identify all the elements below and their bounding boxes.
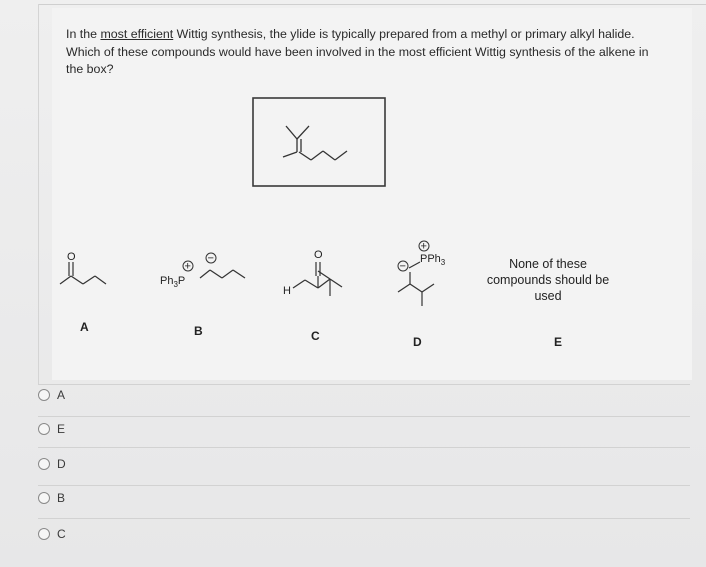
compound-b-ph3p: $Ph_3P$ [160,275,186,289]
option-label: B [57,491,66,505]
divider [38,384,690,385]
option-e[interactable] [38,420,65,438]
compound-c-structure [293,262,342,296]
svg-text:−: − [399,260,406,273]
option-label: C [57,527,66,541]
question-text: In the most efficient Wittig synthesis, the ylide is typically prepared from a methyl or primary alkyl halide. Which of these compounds would have been involved in the most efficient Wittig synthesis of the alkene in the box? [66,27,649,76]
compound-c-oxygen: O [314,249,323,261]
compound-a-oxygen: O [67,251,76,263]
option-d[interactable] [38,455,66,473]
radio-e[interactable] [38,423,50,435]
divider [38,518,690,519]
option-label: E [57,422,66,436]
option-label: D [57,457,66,471]
target-alkene-structure [283,126,347,160]
radio-d[interactable] [38,458,50,470]
divider [38,447,690,448]
label-d: D [413,335,422,349]
label-b: B [194,324,203,338]
compound-c-h: H [283,285,291,297]
radio-c[interactable] [38,528,50,540]
divider [38,485,690,486]
compound-d-pph3: PPh$_3$ [420,253,446,267]
option-a[interactable] [38,386,65,404]
label-e: E [554,335,563,349]
option-label: A [57,388,66,402]
option-c[interactable] [38,525,66,543]
svg-text:+: + [184,260,191,273]
compound-a-structure [60,262,106,284]
label-c: C [311,329,320,343]
svg-text:−: − [207,252,214,265]
radio-a[interactable] [38,389,50,401]
label-a: A [80,320,89,334]
compound-b-structure [200,270,245,278]
most-efficient-link[interactable]: most efficient [100,27,174,41]
svg-text:+: + [420,240,427,253]
compound-e-text: None of these compounds should be used [486,257,610,303]
option-b[interactable] [38,489,65,507]
target-alkene-box [253,98,385,186]
divider [38,416,690,417]
radio-b[interactable] [38,492,50,504]
